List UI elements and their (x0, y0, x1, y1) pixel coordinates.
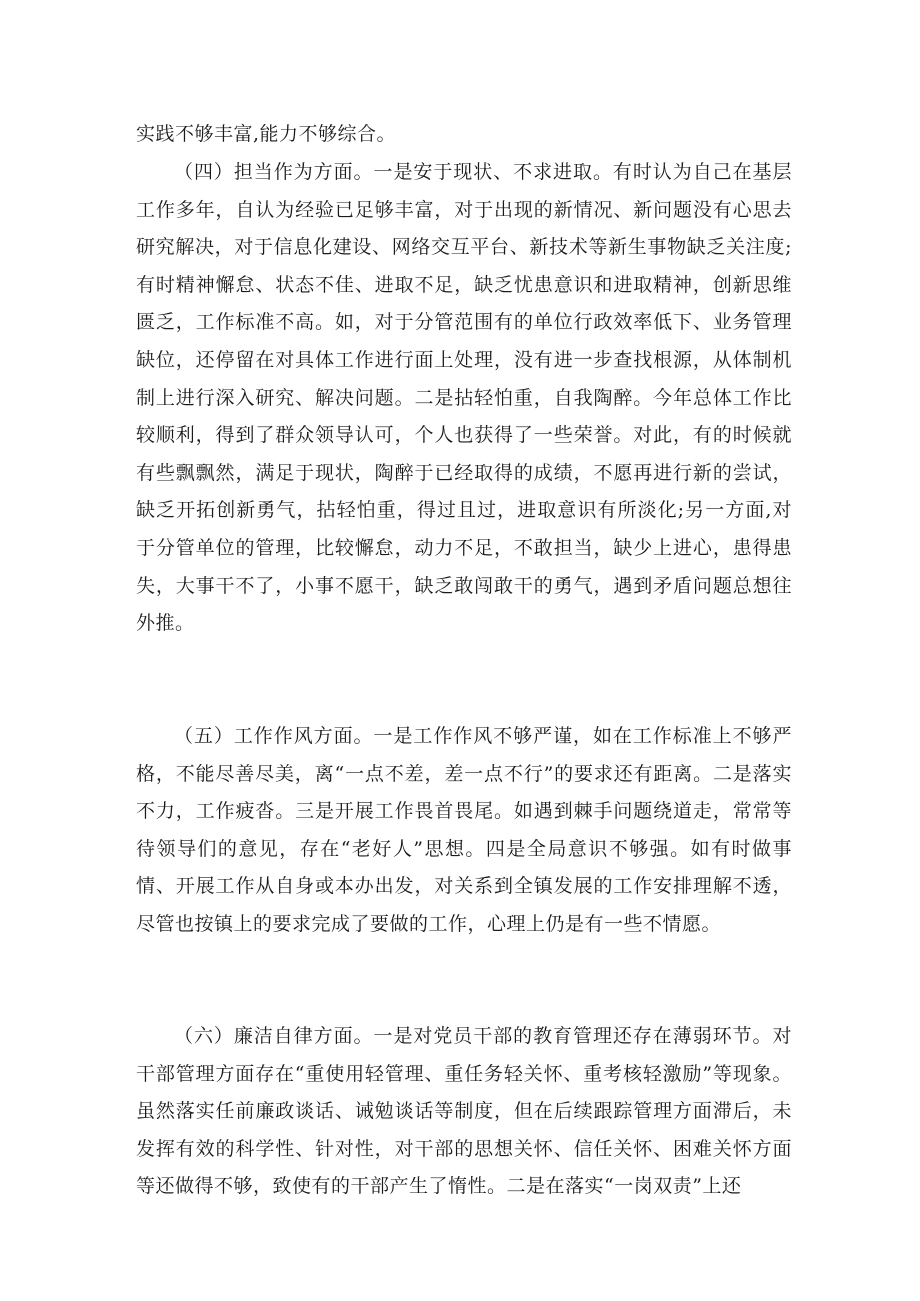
paragraph-text: （四）担当作为方面。一是安于现状、不求进取。有时认为自己在基层工作多年，自认为经验已足够丰富，对于出现的新情况、新问题没有心思去研究解决，对于信息化建设、网络交互平台、新技术等新生事物缺乏关注度;有时精神懈怠、状态不佳、进取不足，缺乏忧患意识和进取精神，创新思维匮乏，工作标准不高。如，对于分管范围有的单位行政效率低下、业务管理缺位，还停留在对具体工作进行面上处理，没有进一步查找根源，从体制机制上进行深入研究、解决问题。二是拈轻怕重，自我陶醉。今年总体工作比较顺利，得到了群众领导认可，个人也获得了一些荣誉。对此，有的时候就有些飘飘然，满足于现状，陶醉于已经取得的成绩，不愿再进行新的尝试，缺乏开拓创新勇气，拈轻怕重，得过且过，进取意识有所淡化;另一方面,对于分管单位的管理，比较懈怠，动力不足，不敢担当，缺少上进心，患得患失，大事干不了，小事不愿干，缺乏敢闯敢干的勇气，遇到矛盾问题总想往外推。 (136, 161, 792, 635)
paragraph-text: 实践不够丰富,能力不够综合。 (136, 123, 397, 145)
paragraph-section-6-integrity (136, 1018, 792, 1206)
paragraph-text: （六）廉洁自律方面。一是对党员干部的教育管理还存在薄弱环节。对干部管理方面存在“重使用轻管理、重任务轻关怀、重考核轻激励”等现象。虽然落实任前廉政谈话、诫勉谈话等制度，但在后续跟踪管理方面滞后，未发挥有效的科学性、针对性，对干部的思想关怀、信任关怀、困难关怀方面等还做得不够，致使有的干部产生了惰性。二是在落实“一岗双责”上还 (136, 1025, 792, 1198)
paragraph-continuation (136, 116, 792, 154)
paragraph-section-4-commitment (136, 154, 792, 643)
paragraph-section-5-work-style (136, 718, 792, 944)
paragraph-text: （五）工作作风方面。一是工作作风不够严谨，如在工作标准上不够严格，不能尽善尽美，离“一点不差，差一点不行”的要求还有距离。二是落实不力，工作疲沓。三是开展工作畏首畏尾。如遇到棘手问题绕道走，常常等待领导们的意见，存在“老好人”思想。四是全局意识不够强。如有时做事情、开展工作从自身或本办出发，对关系到全镇发展的工作安排理解不透，尽管也按镇上的要求完成了要做的工作，心理上仍是有一些不情愿。 (136, 725, 792, 935)
